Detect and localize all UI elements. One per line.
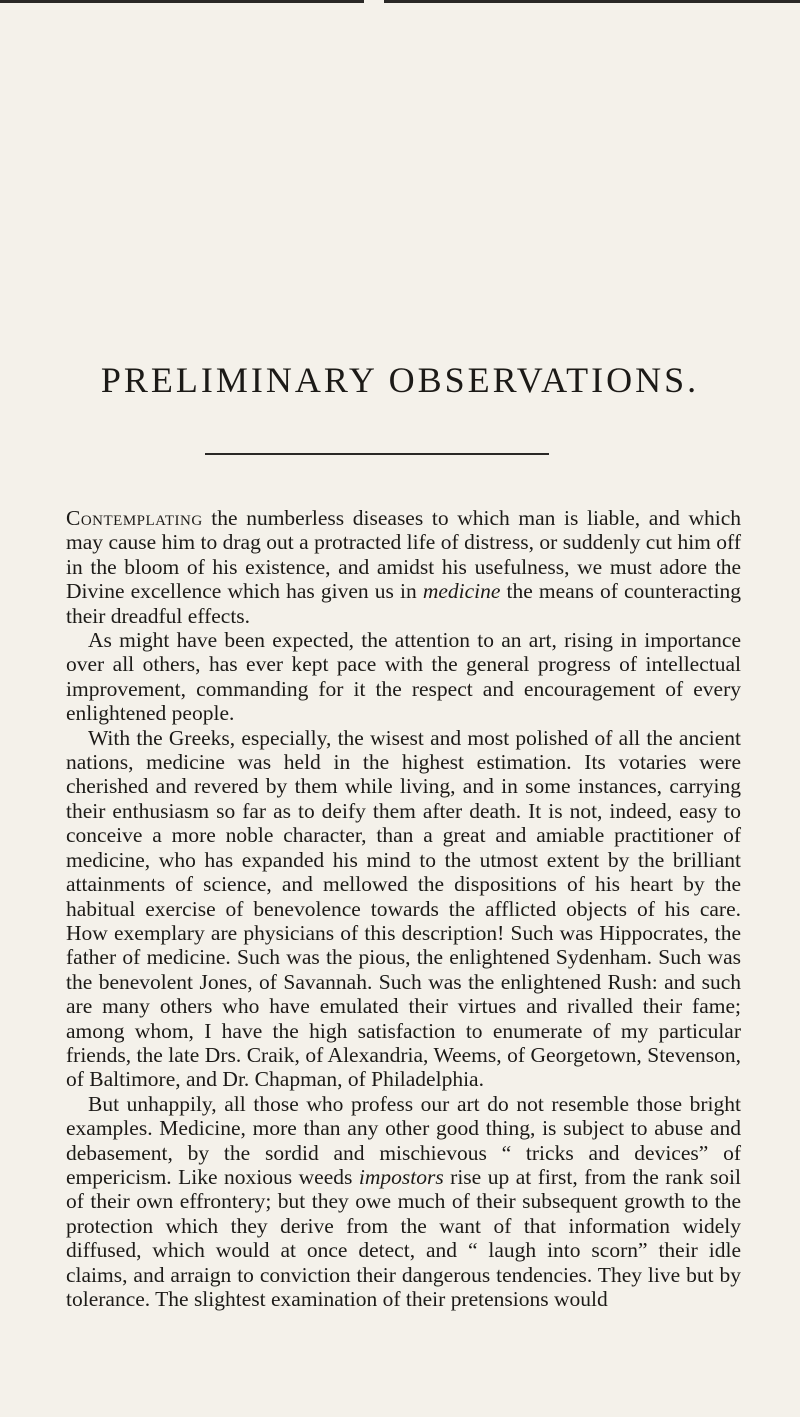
paragraph [66, 506, 741, 628]
body-text [66, 506, 741, 1311]
paragraph-text: As might have been expected, the attention to an art, rising in importance over all others, has ever kept pace with the general progress of intellectual improvement, commanding for it the respect and encouragement of every enlightened people. [66, 628, 741, 726]
paragraph [66, 726, 741, 1092]
paragraph-text: rise up at first, from the rank soil of their own effrontery; but they owe much of their subsequent growth to the protection which they derive from the want of that information widely diffused, which would at once detect, and “ laugh into scorn” their idle claims, and arraign to conviction their dangerous tendencies. They live but by tolerance. The slightest examination of their pretensions would [66, 1164, 741, 1311]
emphasized-word: medicine [422, 579, 501, 604]
title-divider [205, 453, 549, 455]
paragraph-text: But unhappily, all those who profess our art do not resemble those bright examples. Medicine, more than any other good thing, is subject to abuse and debasement, by the sordid and mischievous “ tricks and devices” of empericism. Like noxious weeds [66, 1091, 741, 1189]
paragraph-text: the means of counteracting their dreadful effects. [66, 579, 741, 628]
top-edge-rule [0, 0, 800, 3]
paragraph [66, 628, 741, 726]
page-title: PRELIMINARY OBSERVATIONS. [100, 360, 700, 401]
emphasized-word: impostors [358, 1164, 444, 1189]
paragraph-text: With the Greeks, especially, the wisest and most polished of all the ancient nations, medicine was held in the highest estimation. Its votaries were cherished and revered by them while living, and in some instances, carrying their enthusiasm so far as to deify them after death. It is not, indeed, easy to conceive a more noble character, than a great and amiable practitioner of medicine, who has expanded his mind to the utmost extent by the brilliant attainments of science, and mellowed the dispositions of his heart by the habitual exercise of benevolence towards the afflicted objects of his care. How exemplary are physicians of this description! Such was Hippocrates, the father of medicine. Such was the pious, the enlightened Sydenham. Such was the benevolent Jones, of Savannah. Such was the enlightened Rush: and such are many others who have emulated their virtues and rivalled their fame; among whom, I have the high satisfaction to enumerate of my particular friends, the late Drs. Craik, of Alexandria, Weems, of Georgetown, Stevenson, of Baltimore, and Dr. Chapman, of Philadelphia. [66, 725, 741, 1092]
paragraph-text: the numberless diseases to which man is liable, and which may cause him to drag out a protracted life of distress, or suddenly cut him off in the bloom of his existence, and amidst his usefulness, we must adore the Divine excellence which has given us in [66, 506, 741, 604]
paragraph-lead-word: Contemplating [66, 506, 203, 530]
paragraph [66, 1092, 741, 1312]
